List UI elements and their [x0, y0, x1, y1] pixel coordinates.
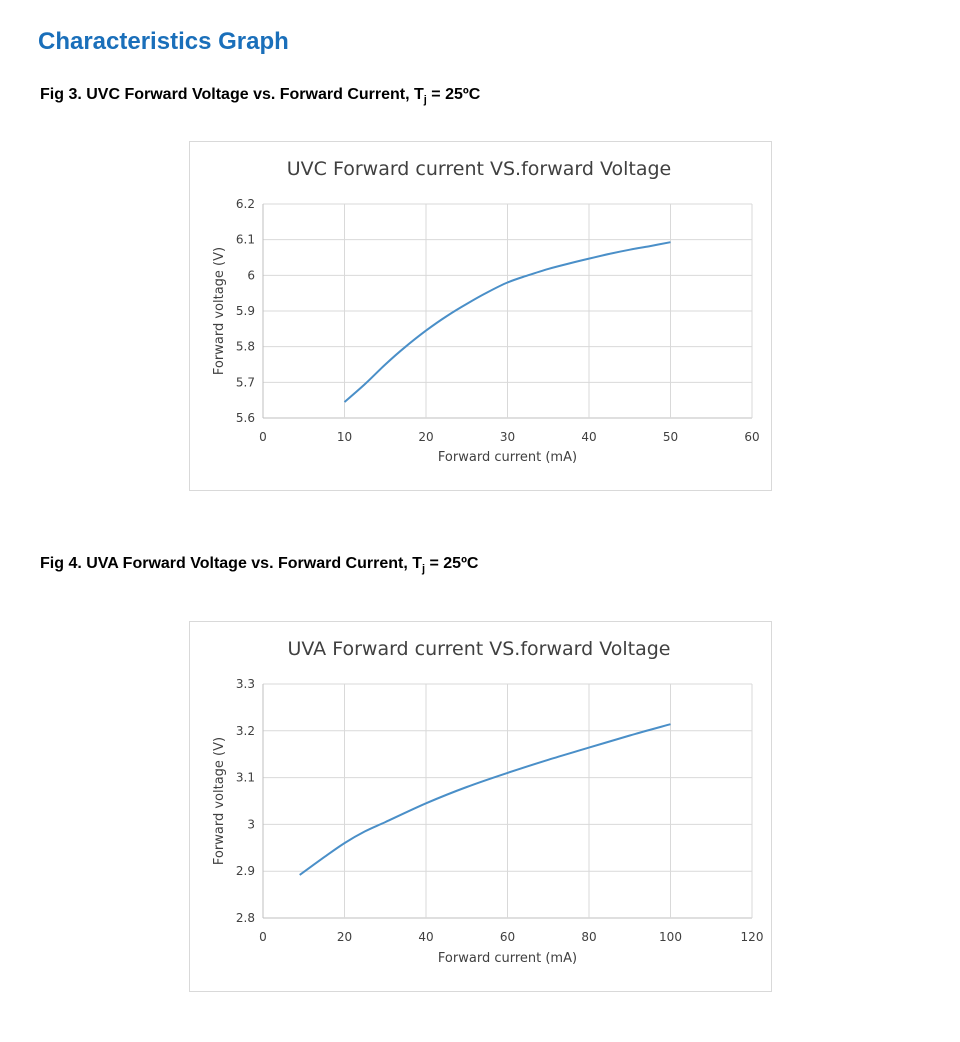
x-tick-label: 0	[259, 430, 267, 444]
x-tick-label: 10	[336, 430, 353, 444]
chart-title: UVA Forward current VS.forward Voltage	[287, 638, 671, 660]
x-axis-label: Forward current (mA)	[437, 450, 578, 465]
x-tick-label: 100	[659, 930, 682, 944]
caption-subscript: j	[423, 94, 427, 107]
y-tick-label: 3.1	[235, 770, 255, 785]
y-tick-label: 2.8	[235, 911, 255, 925]
y-tick-label: 3.3	[235, 677, 255, 691]
y-tick-label: 3	[247, 817, 255, 832]
uvc-chart-panel	[189, 141, 772, 491]
uva-chart	[190, 622, 771, 991]
y-tick-label: 5.7	[235, 375, 255, 390]
uva-chart-panel	[189, 621, 772, 992]
uvc-chart	[190, 142, 771, 490]
caption-text: Fig 4. UVA Forward Voltage vs. Forward Current, T	[40, 555, 422, 572]
caption-text: Fig 3. UVC Forward Voltage vs. Forward Current, T	[40, 86, 424, 103]
x-tick-label: 60	[499, 930, 516, 944]
caption-subscript: j	[421, 563, 426, 576]
y-tick-label: 5.6	[235, 411, 255, 425]
x-tick-label: 40	[581, 430, 597, 444]
x-axis-label: Forward current (mA)	[437, 951, 578, 966]
y-tick-label: 3.2	[235, 723, 255, 738]
page-title: Characteristics Graph	[38, 28, 289, 55]
y-tick-label: 5.9	[235, 304, 255, 318]
y-tick-label: 6.1	[235, 232, 255, 247]
series-line	[300, 724, 671, 875]
x-tick-label: 20	[418, 430, 434, 444]
caption-text-end: = 25ºC	[426, 86, 481, 103]
chart-title: UVC Forward current VS.forward Voltage	[286, 158, 672, 180]
x-tick-label: 120	[740, 930, 764, 944]
y-tick-label: 6	[247, 268, 255, 283]
figure-3-caption	[40, 86, 480, 106]
y-axis-label: Forward voltage (V)	[212, 246, 227, 376]
y-axis-label: Forward voltage (V)	[212, 736, 227, 866]
figure-4-caption	[40, 555, 478, 575]
y-tick-label: 6.2	[235, 197, 255, 211]
y-tick-label: 5.8	[235, 339, 255, 354]
x-tick-label: 80	[581, 930, 597, 944]
x-tick-label: 30	[499, 430, 516, 444]
x-tick-label: 40	[418, 930, 434, 944]
x-tick-label: 0	[259, 930, 267, 944]
x-tick-label: 50	[662, 430, 679, 444]
caption-text-end: = 25ºC	[425, 555, 479, 572]
x-tick-label: 20	[336, 930, 353, 944]
x-tick-label: 60	[744, 430, 760, 444]
y-tick-label: 2.9	[235, 864, 255, 879]
